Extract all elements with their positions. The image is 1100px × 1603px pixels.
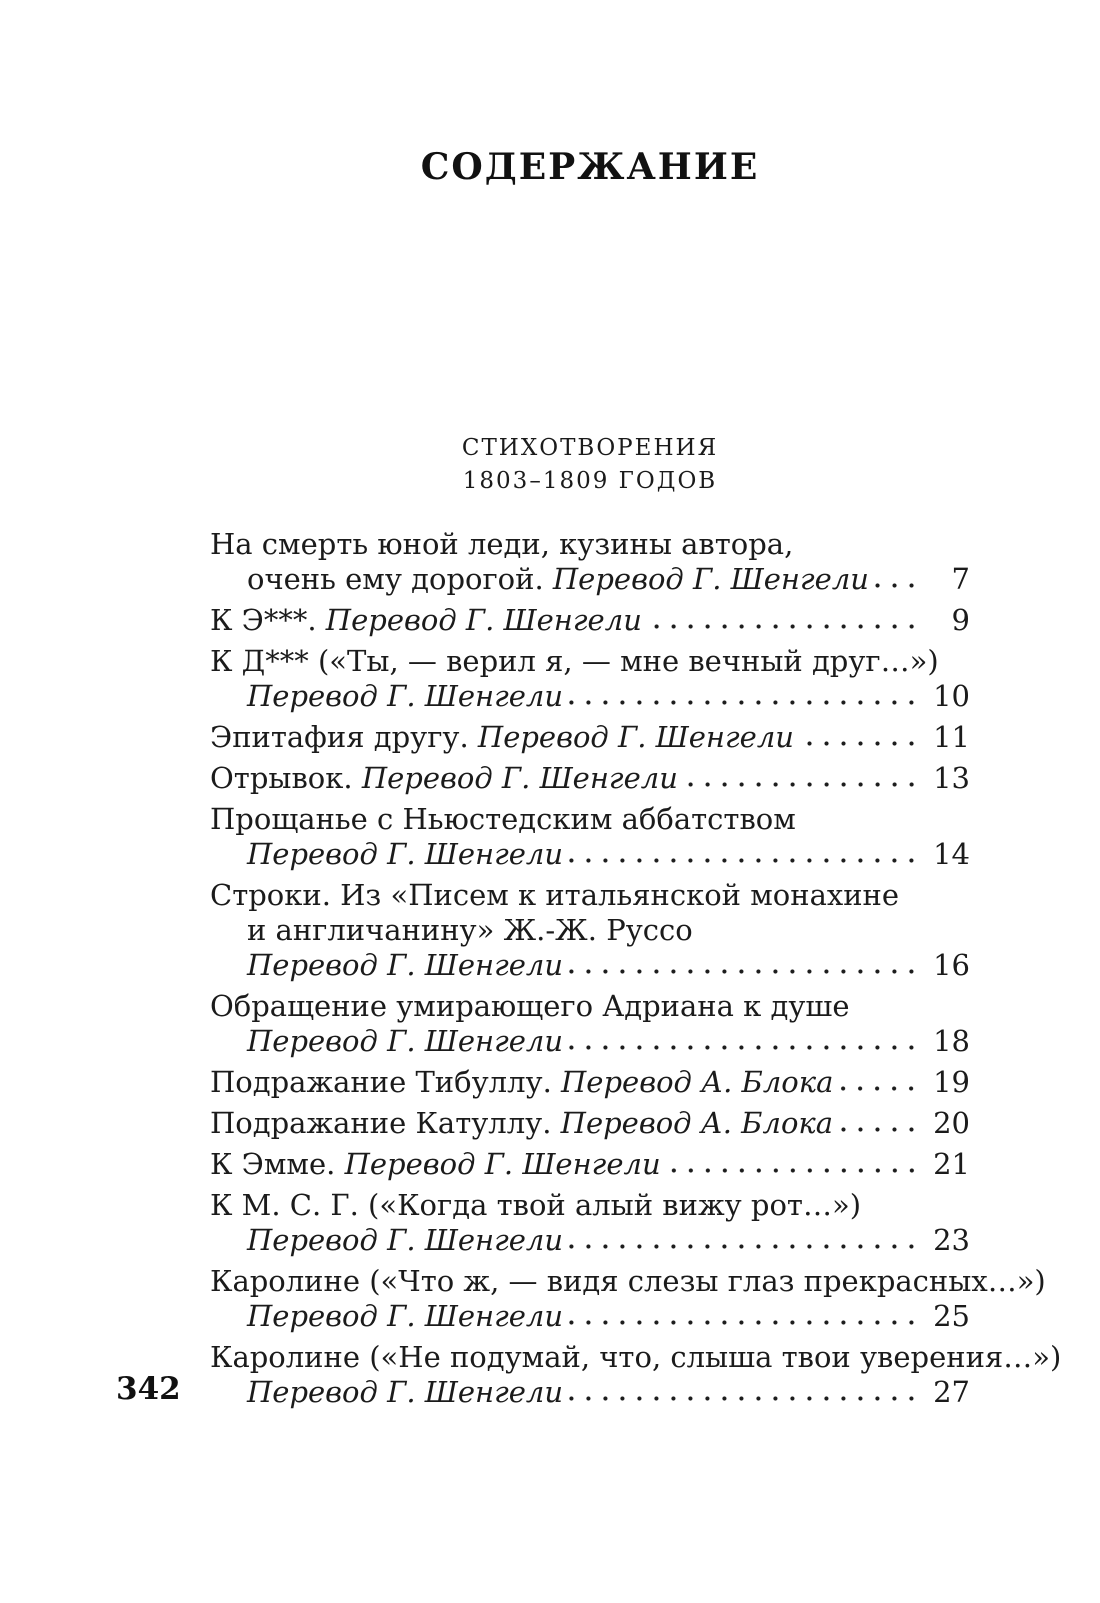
toc-line-text: К Э***. [210, 603, 326, 637]
toc-line [210, 1264, 1046, 1299]
toc-translator-credit: Перевод Г. Шенгели [247, 837, 564, 871]
toc-page-number: 20 [933, 1106, 970, 1140]
toc-translator-credit: Перевод Г. Шенгели [325, 603, 642, 637]
toc-line [210, 878, 970, 913]
toc-line-text: и англичанину» Ж.-Ж. Руссо [247, 913, 693, 947]
toc-entry [210, 1065, 970, 1100]
toc-line-text: К Д*** («Ты, — верил я, — мне вечный друг…») [210, 644, 939, 678]
dot-leader [569, 679, 924, 714]
toc-page-number: 9 [951, 603, 970, 637]
section-heading [210, 432, 970, 498]
toc-entry [210, 603, 970, 638]
toc-line [210, 527, 970, 562]
folio-page-number: 342 [116, 1371, 181, 1407]
toc-page-number: 27 [933, 1375, 970, 1409]
toc-line [210, 1106, 970, 1141]
dot-leader [875, 562, 924, 597]
toc-line-text: Подражание Катуллу. [210, 1106, 561, 1140]
toc-line-text: Каролине («Не подумай, что, слыша твои уверения…») [210, 1340, 1062, 1374]
toc-translator-credit: Перевод Г. Шенгели [552, 562, 869, 596]
toc-translator-credit: Перевод Г. Шенгели [361, 761, 678, 795]
toc-entry [210, 644, 970, 714]
toc-page-number: 23 [933, 1223, 970, 1257]
toc-page-number: 21 [933, 1147, 970, 1181]
toc-line [210, 1147, 970, 1182]
section-heading-line1: СТИХОТВОРЕНИЯ [461, 435, 719, 461]
toc-entry [210, 1264, 1046, 1334]
toc-page-number: 25 [933, 1299, 970, 1333]
toc-page-number: 14 [933, 837, 970, 871]
toc-translator-credit: Перевод Г. Шенгели [247, 1223, 564, 1257]
toc-line-text: На смерть юной леди, кузины автора, [210, 527, 794, 561]
dot-leader [569, 1024, 924, 1059]
toc-entry [210, 1188, 970, 1258]
toc-entry [210, 989, 970, 1059]
toc-line-text: Подражание Тибуллу. [210, 1065, 562, 1099]
toc-translator-credit: Перевод Г. Шенгели [247, 679, 564, 713]
toc-line-text: очень ему дорогой. [247, 562, 553, 596]
dot-leader [648, 603, 924, 638]
toc-page-number: 19 [933, 1065, 970, 1099]
dot-leader [839, 1106, 924, 1141]
toc-line [210, 562, 970, 597]
toc-line [210, 679, 970, 714]
toc-page-number: 10 [933, 679, 970, 713]
toc-translator-credit: Перевод Г. Шенгели [247, 1024, 564, 1058]
toc-line [210, 802, 970, 837]
toc-entry [210, 720, 970, 755]
dot-leader [569, 1223, 924, 1258]
toc-page-number: 11 [933, 720, 970, 754]
toc-line [210, 720, 970, 755]
toc-line [210, 989, 970, 1024]
toc-line-text: К М. С. Г. («Когда твой алый вижу рот…») [210, 1188, 862, 1222]
dot-leader [800, 720, 924, 755]
toc-line [210, 913, 970, 948]
toc-list [210, 527, 1062, 1410]
toc-line-text: Обращение умирающего Адриана к душе [210, 989, 850, 1023]
toc-entry [210, 527, 970, 597]
toc-entry [210, 802, 970, 872]
toc-line [210, 1188, 970, 1223]
page-title: СОДЕРЖАНИЕ [420, 146, 760, 188]
toc-page-number: 16 [933, 948, 970, 982]
toc-line [210, 1024, 970, 1059]
toc-line-text: К Эмме. [210, 1147, 345, 1181]
toc-line-text: Отрывок. [210, 761, 362, 795]
toc-line [210, 761, 970, 796]
toc-line [210, 1223, 970, 1258]
dot-leader [684, 761, 924, 796]
toc-line [210, 1340, 1062, 1375]
toc-line-text: Строки. Из «Писем к итальянской монахине [210, 878, 900, 912]
dot-leader [569, 1299, 924, 1334]
toc-line [210, 1065, 970, 1100]
toc-entry [210, 1340, 1062, 1410]
toc-line [210, 603, 970, 638]
toc-page-number: 18 [933, 1024, 970, 1058]
toc-line [210, 1375, 970, 1410]
section-heading-line2: 1803–1809 ГОДОВ [462, 468, 718, 494]
toc-line [210, 837, 970, 872]
toc-line [210, 1299, 970, 1334]
toc-line [210, 948, 970, 983]
toc-entry [210, 878, 970, 983]
toc-translator-credit: Перевод А. Блока [561, 1065, 834, 1099]
toc-page-number: 13 [933, 761, 970, 795]
toc-entry [210, 1106, 970, 1141]
dot-leader [839, 1065, 924, 1100]
toc-translator-credit: Перевод Г. Шенгели [247, 1299, 564, 1333]
dot-leader [569, 1375, 924, 1410]
toc-page-number: 7 [951, 562, 970, 596]
dot-leader [667, 1147, 924, 1182]
toc-translator-credit: Перевод Г. Шенгели [344, 1147, 661, 1181]
toc-line-text: Каролине («Что ж, — видя слезы глаз прекрасных…») [210, 1264, 1046, 1298]
toc-line [210, 644, 970, 679]
toc-translator-credit: Перевод Г. Шенгели [477, 720, 794, 754]
toc-line-text: Прощанье с Ньюстедским аббатством [210, 802, 796, 836]
toc-line-text: Эпитафия другу. [210, 720, 478, 754]
dot-leader [569, 837, 924, 872]
toc-translator-credit: Перевод Г. Шенгели [247, 948, 564, 982]
toc-translator-credit: Перевод Г. Шенгели [247, 1375, 564, 1409]
toc-translator-credit: Перевод А. Блока [560, 1106, 834, 1140]
toc-entry [210, 761, 970, 796]
dot-leader [569, 948, 924, 983]
toc-entry [210, 1147, 970, 1182]
